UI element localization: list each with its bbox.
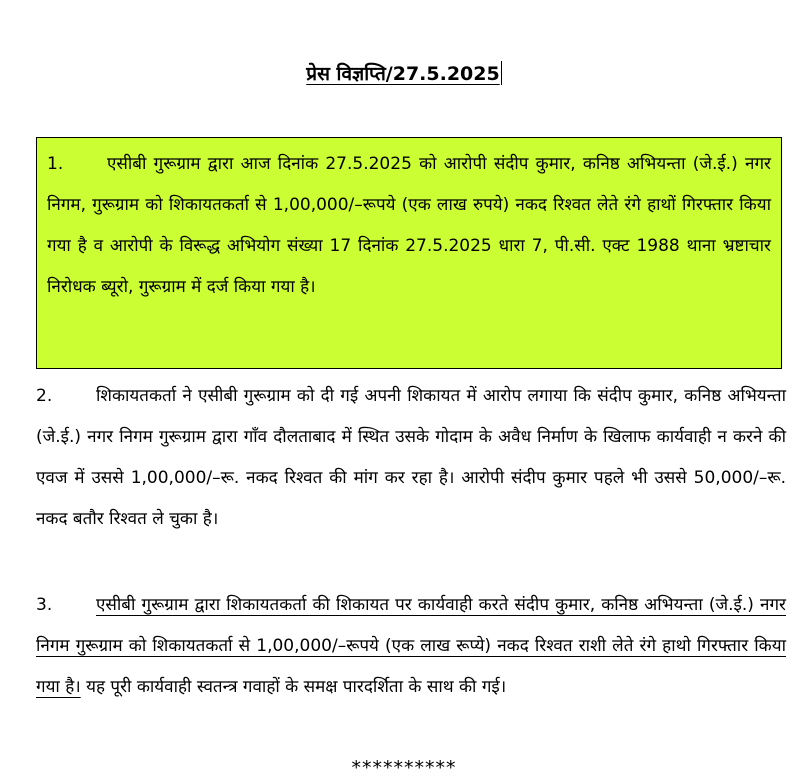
paragraph-1-text: एसीबी गुरूग्राम द्वारा आज दिनांक 27.5.2025 को आरोपी संदीप कुमार, कनिष्ठ अभियन्ता (जे.ई.) नगर निगम, गुरूग्राम को शिकायतकर्ता से 1,00,000/–रूपये (एक लाख रुपये) नकद रिश्वत लेते रंगे हाथों गिरफ्तार किया गया है व आरोपी के विरूद्ध अभियोग संख्या 17 दिनांक 27.5.2025 धारा 7, पी.सी. एक्ट 1988 थाना भ्रष्टाचार निरोधक ब्यूरो, गुरूग्राम में दर्ज किया गया है। <box>47 154 771 297</box>
title-text: प्रेस विज्ञप्ति/27.5.2025 <box>306 63 500 85</box>
paragraph-1 <box>47 144 771 308</box>
text-cursor <box>501 61 502 85</box>
page-title <box>0 60 808 86</box>
paragraph-2 <box>36 376 786 540</box>
paragraph-2-number: 2. <box>36 386 53 406</box>
paragraph-3 <box>36 585 786 708</box>
paragraph-3-number: 3. <box>36 595 53 615</box>
paragraph-1-number: 1. <box>47 154 64 174</box>
paragraph-3-text: यह पूरी कार्यवाही स्वतन्त्र गवाहों के समक्ष पारदर्शिता के साथ की गई। <box>80 677 507 697</box>
end-marker: ********** <box>351 757 457 779</box>
highlighted-paragraph-box <box>36 137 782 369</box>
paragraph-2-text: शिकायतकर्ता ने एसीबी गुरूग्राम को दी गई अपनी शिकायत में आरोप लगाया कि संदीप कुमार, कनिष्ठ अभियन्ता (जे.ई.) नगर निगम गुरूग्राम द्वारा गाँव दौलताबाद में स्थित उसके गोदाम के अवैध निर्माण के खिलाफ कार्यवाही न करने की एवज में उससे 1,00,000/–रू. नकद रिश्वत की मांग कर रहा है। आरोपी संदीप कुमार पहले भी उससे 50,000/–रू. नकद बतौर रिश्वत ले चुका है। <box>36 386 786 529</box>
paragraph-3-underlined-text: एसीबी गुरूग्राम द्वारा शिकायतकर्ता की शिकायत पर कार्यवाही करते संदीप कुमार, कनिष्ठ अभियन्ता (जे.ई.) नगर निगम गुरूग्राम को शिकायतकर्ता से 1,00,000/–रूपये (एक लाख रूप्ये) नकद रिश्वत राशी लेते रंगे हाथो गिरफ्तार किया गया है। <box>36 595 786 697</box>
